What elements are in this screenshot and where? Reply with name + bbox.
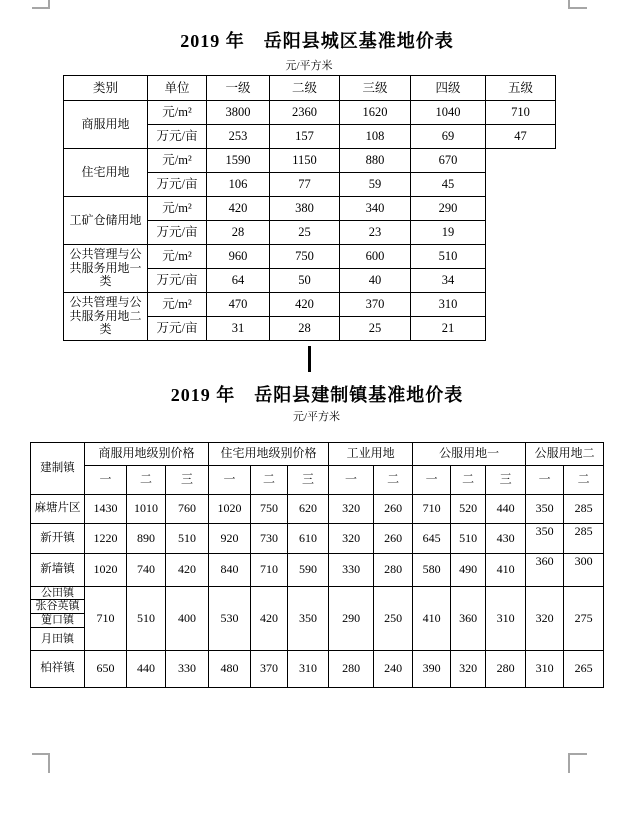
cell: 108 — [340, 125, 411, 149]
cell: 285 — [564, 524, 604, 554]
unit-cell: 元/m² — [148, 197, 207, 221]
empty-cell — [486, 197, 556, 221]
cell: 320 — [329, 524, 374, 554]
unit-cell: 万元/亩 — [148, 221, 207, 245]
cell: 370 — [251, 651, 288, 688]
cell: 34 — [411, 269, 486, 293]
t2-corner-header: 建制镇 — [31, 443, 85, 495]
level-header: 三 — [288, 466, 329, 495]
unit-cell: 元/m² — [148, 293, 207, 317]
cell: 420 — [166, 554, 209, 587]
cell: 310 — [526, 651, 564, 688]
cell: 360 — [451, 587, 486, 651]
cell: 19 — [411, 221, 486, 245]
cell: 320 — [526, 587, 564, 651]
cell: 330 — [166, 651, 209, 688]
cell: 510 — [411, 245, 486, 269]
level-header: 一 — [413, 466, 451, 495]
level-header: 二 — [564, 466, 604, 495]
empty-cell — [486, 317, 556, 341]
cell: 730 — [251, 524, 288, 554]
cell: 23 — [340, 221, 411, 245]
level-header: 二 — [251, 466, 288, 495]
unit-cell: 万元/亩 — [148, 317, 207, 341]
cell: 300 — [564, 554, 604, 587]
cell: 1150 — [270, 149, 340, 173]
cell: 1010 — [127, 495, 166, 524]
corner-mark-top-left — [32, 0, 50, 9]
cell: 285 — [564, 495, 604, 524]
cell: 670 — [411, 149, 486, 173]
cell: 260 — [374, 524, 413, 554]
cell: 310 — [486, 587, 526, 651]
town-cell: 新墙镇 — [31, 554, 85, 587]
cell: 340 — [340, 197, 411, 221]
cell: 320 — [451, 651, 486, 688]
t2-group-header: 工业用地 — [329, 443, 413, 466]
cell: 510 — [127, 587, 166, 651]
cell: 440 — [127, 651, 166, 688]
cell: 25 — [340, 317, 411, 341]
level-header: 二 — [374, 466, 413, 495]
level-header: 三 — [486, 466, 526, 495]
corner-mark-bottom-left — [32, 753, 50, 773]
corner-mark-top-right — [568, 0, 587, 9]
cell: 480 — [209, 651, 251, 688]
t2-group-header-row — [31, 443, 604, 466]
cell: 360 — [526, 554, 564, 587]
cell: 420 — [251, 587, 288, 651]
cell: 920 — [209, 524, 251, 554]
cell: 710 — [85, 587, 127, 651]
cell: 47 — [486, 125, 556, 149]
t1-header-cell: 四级 — [411, 76, 486, 101]
cell: 520 — [451, 495, 486, 524]
cell: 1020 — [85, 554, 127, 587]
cell: 410 — [486, 554, 526, 587]
cell: 280 — [374, 554, 413, 587]
cell: 740 — [127, 554, 166, 587]
cell: 400 — [166, 587, 209, 651]
cell: 440 — [486, 495, 526, 524]
cell: 1620 — [340, 101, 411, 125]
cell: 28 — [270, 317, 340, 341]
town-cell: 麻塘片区 — [31, 495, 85, 524]
t1-header-cell: 一级 — [207, 76, 270, 101]
cell: 64 — [207, 269, 270, 293]
urban-land-price-table — [63, 75, 556, 341]
cell: 350 — [526, 495, 564, 524]
cell: 350 — [288, 587, 329, 651]
cell: 470 — [207, 293, 270, 317]
level-header: 一 — [329, 466, 374, 495]
t2-row — [31, 554, 604, 587]
t1-header-cell: 单位 — [148, 76, 207, 101]
cell: 650 — [85, 651, 127, 688]
cell: 710 — [486, 101, 556, 125]
corner-mark-bottom-right — [568, 753, 587, 773]
cell: 260 — [374, 495, 413, 524]
t1-header-cell: 二级 — [270, 76, 340, 101]
cell: 21 — [411, 317, 486, 341]
level-header: 二 — [451, 466, 486, 495]
cell: 750 — [270, 245, 340, 269]
cell: 69 — [411, 125, 486, 149]
unit-cell: 元/m² — [148, 245, 207, 269]
category-cell: 商服用地 — [64, 101, 148, 149]
cell: 1020 — [209, 495, 251, 524]
cell: 40 — [340, 269, 411, 293]
town-table-unit-note: 元/平方米 — [292, 411, 341, 423]
town-land-price-table — [30, 442, 604, 688]
town-cell: 月田镇 — [31, 628, 85, 651]
cell: 390 — [413, 651, 451, 688]
t2-row — [31, 495, 604, 524]
cell: 310 — [411, 293, 486, 317]
level-header: 一 — [209, 466, 251, 495]
empty-cell — [486, 173, 556, 197]
t1-header-row — [64, 76, 556, 101]
town-table-title: 2019 年 岳阳县建制镇基准地价表 — [170, 385, 464, 405]
cell: 600 — [340, 245, 411, 269]
unit-cell: 万元/亩 — [148, 125, 207, 149]
level-header: 二 — [127, 466, 166, 495]
unit-cell: 万元/亩 — [148, 269, 207, 293]
cell: 890 — [127, 524, 166, 554]
t2-subheader-row — [31, 466, 604, 495]
cell: 530 — [209, 587, 251, 651]
cell: 620 — [288, 495, 329, 524]
unit-cell: 元/m² — [148, 101, 207, 125]
town-cell: 公田镇 — [31, 587, 85, 600]
t1-row — [64, 245, 556, 269]
level-header: 一 — [85, 466, 127, 495]
t1-header-cell: 五级 — [486, 76, 556, 101]
cell: 420 — [207, 197, 270, 221]
cell: 960 — [207, 245, 270, 269]
cell: 1590 — [207, 149, 270, 173]
unit-cell: 元/m² — [148, 149, 207, 173]
level-header: 三 — [166, 466, 209, 495]
cell: 645 — [413, 524, 451, 554]
cell: 59 — [340, 173, 411, 197]
cell: 510 — [451, 524, 486, 554]
cell: 370 — [340, 293, 411, 317]
cell: 50 — [270, 269, 340, 293]
t2-row — [31, 651, 604, 688]
cell: 28 — [207, 221, 270, 245]
t2-group-header: 公服用地二 — [526, 443, 604, 466]
cell: 420 — [270, 293, 340, 317]
table-separator-mark — [308, 346, 311, 372]
cell: 490 — [451, 554, 486, 587]
cell: 77 — [270, 173, 340, 197]
t1-row — [64, 197, 556, 221]
cell: 1220 — [85, 524, 127, 554]
cell: 320 — [329, 495, 374, 524]
cell: 750 — [251, 495, 288, 524]
cell: 710 — [413, 495, 451, 524]
cell: 380 — [270, 197, 340, 221]
empty-cell — [486, 149, 556, 173]
cell: 880 — [340, 149, 411, 173]
town-cell: 新开镇 — [31, 524, 85, 554]
cell: 265 — [564, 651, 604, 688]
empty-cell — [486, 269, 556, 293]
t2-group-header: 商服用地级别价格 — [85, 443, 209, 466]
category-cell: 公共管理与公共服务用地二类 — [64, 293, 148, 341]
cell: 330 — [329, 554, 374, 587]
cell: 106 — [207, 173, 270, 197]
cell: 580 — [413, 554, 451, 587]
cell: 280 — [486, 651, 526, 688]
cell: 157 — [270, 125, 340, 149]
cell: 3800 — [207, 101, 270, 125]
t1-header-cell: 三级 — [340, 76, 411, 101]
unit-cell: 万元/亩 — [148, 173, 207, 197]
cell: 31 — [207, 317, 270, 341]
cell: 2360 — [270, 101, 340, 125]
cell: 410 — [413, 587, 451, 651]
cell: 610 — [288, 524, 329, 554]
town-cell: 张谷英镇 — [31, 600, 85, 614]
cell: 290 — [329, 587, 374, 651]
empty-cell — [486, 221, 556, 245]
cell: 1430 — [85, 495, 127, 524]
cell: 280 — [329, 651, 374, 688]
t1-row — [64, 293, 556, 317]
category-cell: 住宅用地 — [64, 149, 148, 197]
t2-row — [31, 524, 604, 554]
cell: 350 — [526, 524, 564, 554]
category-cell: 工矿仓储用地 — [64, 197, 148, 245]
cell: 275 — [564, 587, 604, 651]
empty-cell — [486, 245, 556, 269]
cell: 510 — [166, 524, 209, 554]
cell: 310 — [288, 651, 329, 688]
cell: 240 — [374, 651, 413, 688]
t2-row — [31, 587, 604, 600]
category-cell: 公共管理与公共服务用地一类 — [64, 245, 148, 293]
empty-cell — [486, 293, 556, 317]
cell: 253 — [207, 125, 270, 149]
cell: 590 — [288, 554, 329, 587]
town-cell: 柏祥镇 — [31, 651, 85, 688]
cell: 250 — [374, 587, 413, 651]
cell: 430 — [486, 524, 526, 554]
cell: 840 — [209, 554, 251, 587]
t1-row — [64, 101, 556, 125]
t1-header-cell: 类别 — [64, 76, 148, 101]
cell: 710 — [251, 554, 288, 587]
cell: 760 — [166, 495, 209, 524]
cell: 25 — [270, 221, 340, 245]
town-cell: 筻口镇 — [31, 614, 85, 628]
cell: 290 — [411, 197, 486, 221]
urban-table-title: 2019 年 岳阳县城区基准地价表 — [180, 31, 454, 51]
t1-row — [64, 149, 556, 173]
cell: 1040 — [411, 101, 486, 125]
urban-table-unit-note: 元/平方米 — [285, 60, 333, 72]
cell: 45 — [411, 173, 486, 197]
level-header: 一 — [526, 466, 564, 495]
t2-group-header: 公服用地一 — [413, 443, 526, 466]
t2-group-header: 住宅用地级别价格 — [209, 443, 329, 466]
